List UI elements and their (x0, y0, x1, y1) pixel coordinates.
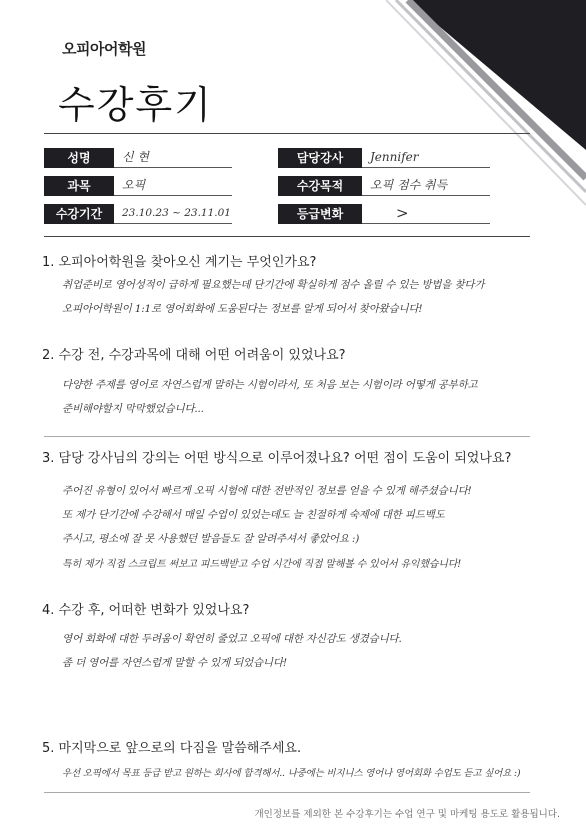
question-4: 4. 수강 후, 어떠한 변화가 있었나요? (42, 603, 250, 618)
subject-label: 과목 (44, 176, 114, 196)
subject-value: 오픽 (114, 176, 232, 196)
footer-divider (44, 792, 530, 793)
answer-5-line-1: 우선 오픽에서 목표 등급 받고 원하는 회사에 합격해서.. 나중에는 비지니스 영어나 영어회화 수업도 듣고 싶어요 :) (62, 768, 521, 779)
question-5: 5. 마지막으로 앞으로의 다짐을 말씀해주세요. (42, 741, 302, 756)
grade-field (278, 202, 490, 224)
teacher-value: Jennifer (362, 148, 490, 168)
purpose-value: 오픽 점수 취득 (362, 176, 490, 196)
answer-1-line-2: 오피아어학원이 1:1로 영어회화에 도움된다는 정보를 알게 되어서 찾아왔습니다! (62, 303, 423, 315)
period-label: 수강기간 (44, 204, 114, 224)
answer-3-line-3: 주시고, 평소에 잘 못 사용했던 발음들도 잘 알려주셔서 좋았어요 :) (62, 533, 360, 545)
name-value: 신 현 (114, 148, 232, 168)
purpose-label: 수강목적 (278, 176, 362, 196)
period-field (44, 202, 232, 224)
answer-3-line-1: 주어진 유형이 있어서 빠르게 오픽 시험에 대한 전반적인 정보를 얻을 수 있게 해주셨습니다! (62, 485, 472, 497)
brand-name: 오피아어학원 (62, 40, 146, 58)
grade-value: > (362, 204, 490, 224)
question-3: 3. 담당 강사님의 강의는 어떤 방식으로 이루어졌나요? 어떤 점이 도움이 되었나요? (42, 451, 512, 466)
name-label: 성명 (44, 148, 114, 168)
answer-2-line-1: 다양한 주제를 영어로 자연스럽게 말하는 시험이라서, 또 처음 보는 시험이라 어떻게 공부하고 (62, 379, 478, 391)
section-divider (44, 436, 530, 437)
answer-2-line-2: 준비해야할지 막막했었습니다... (62, 403, 204, 415)
question-1: 1. 오피아어학원을 찾아오신 계기는 무엇인가요? (42, 255, 317, 270)
footer-note: 개인정보를 제외한 본 수강후기는 수업 연구 및 마케팅 용도로 활용됩니다. (254, 809, 560, 820)
answer-4-line-1: 영어 회화에 대한 두려움이 확연히 줄었고 오픽에 대한 자신감도 생겼습니다. (62, 633, 402, 645)
teacher-label: 담당강사 (278, 148, 362, 168)
page-title: 수강후기 (58, 83, 213, 127)
answer-3-line-2: 또 제가 단기간에 수강해서 매일 수업이 있었는데도 늘 친절하게 숙제에 대한 피드백도 (62, 509, 445, 521)
answer-3-line-4: 특히 제가 직접 스크립트 써보고 피드백받고 수업 시간에 직접 말해볼 수 있어서 유익했습니다! (62, 559, 462, 570)
period-value: 23.10.23 ~ 23.11.01 (114, 204, 232, 224)
answer-4-line-2: 좀 더 영어를 자연스럽게 말할 수 있게 되었습니다! (62, 657, 287, 669)
fields-divider (44, 236, 530, 237)
subject-field (44, 174, 232, 196)
name-field (44, 146, 232, 168)
question-2: 2. 수강 전, 수강과목에 대해 어떤 어려움이 있었나요? (42, 348, 346, 363)
header-divider (44, 133, 530, 134)
answer-1-line-1: 취업준비로 영어성적이 급하게 필요했는데 단기간에 확실하게 점수 올릴 수 있는 방법을 찾다가 (62, 279, 485, 291)
teacher-field (278, 146, 490, 168)
grade-label: 등급변화 (278, 204, 362, 224)
purpose-field (278, 174, 490, 196)
